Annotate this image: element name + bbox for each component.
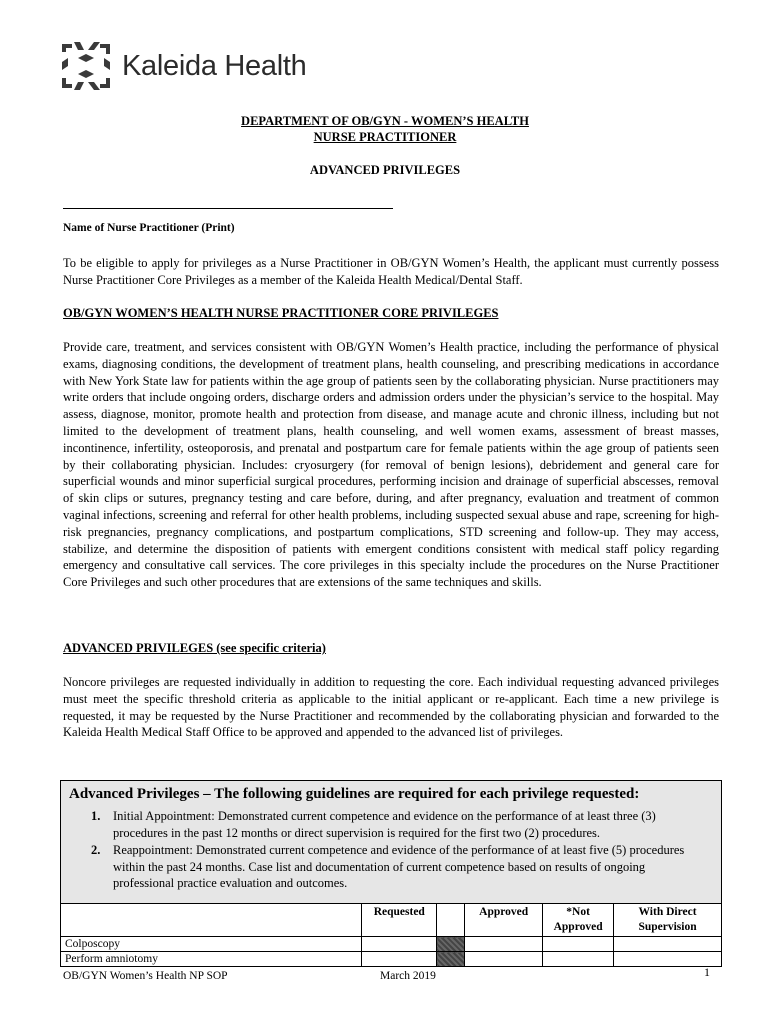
advanced-privileges-body: Noncore privileges are requested individually in addition to requesting the core. Each individual requesting advanced privileges must meet the specific threshold criteria as applicable to the initial applicant or re-applicant. Each time a new privilege is requested, it may be requested by the Nurse Practitioner and recommended by the collaborating physician and forwarded to the Kaleida Health Medical Staff Office to be approved and appended to the advanced list of privileges. (63, 675, 719, 740)
shaded-cell (437, 937, 465, 952)
guideline-item (91, 842, 706, 892)
guideline-text: Initial Appointment: Demonstrated current competence and evidence on the performance of at least three (3) procedures in the past 12 months or direct supervision is required for the first two (2) procedures. (113, 809, 656, 840)
advanced-privileges-heading: ADVANCED PRIVILEGES (see specific criteria) (63, 641, 326, 655)
header-not-approved: *Not Approved (543, 904, 614, 937)
approved-cell[interactable] (465, 937, 543, 952)
name-signature-line[interactable] (63, 208, 393, 209)
direct-supervision-cell[interactable] (614, 937, 722, 952)
footer-document-name: OB/GYN Women’s Health NP SOP (63, 970, 228, 982)
requested-cell[interactable] (362, 952, 437, 967)
header-approved: Approved (465, 904, 543, 937)
guidelines-title: Advanced Privileges – The following guidelines are required for each privilege requested: (69, 786, 640, 802)
guidelines-list (91, 808, 706, 893)
approved-cell[interactable] (465, 952, 543, 967)
department-title: DEPARTMENT OF OB/GYN - WOMEN’S HEALTH (241, 114, 529, 128)
requested-cell[interactable] (362, 937, 437, 952)
header-spacer-cell (437, 904, 465, 937)
header-procedure-cell (61, 904, 362, 937)
footer-date: March 2019 (380, 970, 436, 982)
page-title: ADVANCED PRIVILEGES (309, 163, 461, 177)
guidelines-box (60, 780, 722, 904)
page-number: 1 (704, 965, 710, 979)
role-title: NURSE PRACTITIONER (313, 130, 457, 144)
core-privileges-heading: OB/GYN WOMEN’S HEALTH NURSE PRACTITIONER CORE PRIVILEGES (63, 306, 499, 320)
procedure-name: Perform amniotomy (61, 952, 362, 967)
name-signature-label: Name of Nurse Practitioner (Print) (63, 222, 235, 234)
intro-paragraph: To be eligible to apply for privileges as a Nurse Practitioner in OB/GYN Women’s Health, the applicant must currently possess Nurse Practitioner Core Privileges as a member of the Kaleida Health Medical/Dental Staff. (63, 256, 719, 287)
table-row (61, 937, 722, 952)
guideline-number: 1. (91, 809, 101, 823)
guideline-item (91, 808, 706, 841)
table-row (61, 952, 722, 967)
core-privileges-body: Provide care, treatment, and services consistent with OB/GYN Women’s Health practice, including the performance of physical exams, diagnosing conditions, the development of treatment plans, health counseling, and prescribing medications in accordance with New York State law for patients within the age group of patients seen by the collaborating physician. Nurse practitioners may write orders that include ongoing orders, discharge orders and admission orders under the physician’s service to the hospital. May assess, diagnose, monitor, promote health and protection from disease, and manage acute and chronic illness, including but not limited to the development of treatment plans, health counseling, and well women exams, assessment of breast masses, incontinence, infertility, osteoporosis, and prenatal and postpartum care for female patients within the age group of patients seen by their collaborating physician. Includes: cryosurgery (for removal of benign lesions), debridement and general care for superficial wounds and minor superficial surgical procedures, performing incision and drainage of superficial abscesses, removal of skin clips or sutures, pregnancy testing and care before, during, and after pregnancy, evaluation and treatment of common vaginal infections, screening and referral for other health problems, including suspected sexual abuse and rape, screening for high-risk pregnancies, pregnancy complications, and postpartum complications, STD screening and follow-up. They may access, stabilize, and determine the disposition of patients with emergent conditions consistent with medical staff policy regarding emergency and consultative call services. The core privileges in this specialty include the procedures on the Nurse Practitioner Core Privileges and such other procedures that are extensions of the same techniques and skills. (63, 340, 719, 590)
not-approved-cell[interactable] (543, 937, 614, 952)
guideline-text: Reappointment: Demonstrated current competence and evidence of the performance of at least five (5) procedures within the past 24 months. Case list and documentation of current competence based on results of ongoing professional practice evaluation and outcomes. (113, 843, 685, 890)
privileges-table (60, 903, 722, 967)
procedure-name: Colposcopy (61, 937, 362, 952)
header-direct-supervision: With Direct Supervision (614, 904, 722, 937)
table-header-row (61, 904, 722, 937)
logo-text: Kaleida Health (122, 49, 307, 82)
shaded-cell (437, 952, 465, 967)
kaleida-logo-icon (60, 40, 112, 92)
header-requested: Requested (362, 904, 437, 937)
kaleida-health-logo (60, 40, 306, 92)
guideline-number: 2. (91, 843, 101, 857)
not-approved-cell[interactable] (543, 952, 614, 967)
